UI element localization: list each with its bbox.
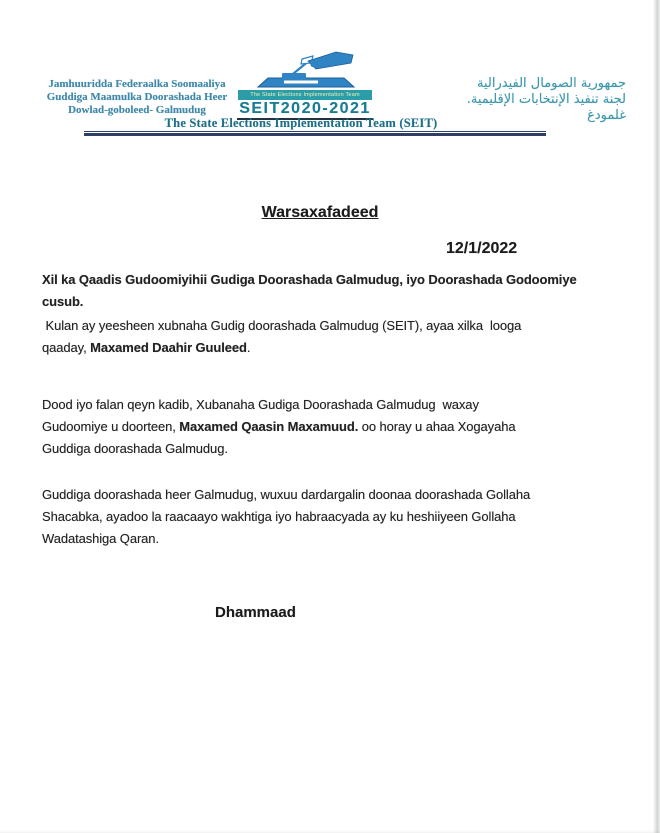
p3-line1: Dood iyo falan qeyn kadib, Xubanaha Gudiga Doorashada Galmudug waxay — [42, 397, 479, 412]
p1-line1: Xil ka Qaadis Gudoomiyihii Gudiga Doorashada Galmudug, iyo Doorashada Godoomiye — [42, 272, 577, 287]
arabic-line-1: جمهورية الصومال الفيدرالية — [477, 76, 626, 91]
p3-line2-pre: Gudoomiye u doorteen, — [42, 419, 180, 434]
p2-line2-post: . — [246, 340, 251, 355]
p4-line1: Guddiga doorashada heer Galmudug, wuxuu dardargalin doonaa doorashada Gollaha — [42, 487, 531, 502]
p4-line3: Wadatashiga Qaran. — [42, 531, 159, 546]
ballot-box-icon — [250, 50, 360, 90]
document-date: 12/1/2022 — [446, 240, 518, 257]
paragraph-2 — [42, 315, 617, 359]
closing-word: Dhammaad — [215, 604, 296, 621]
paragraph-1 — [42, 269, 617, 313]
org-line-2: Guddiga Maamulka Doorashada Heer — [46, 91, 228, 103]
seit-logo — [236, 50, 374, 120]
org-line-3: Dowlad-goboleed- Galmudug — [68, 104, 206, 116]
letterhead-rule — [84, 131, 546, 136]
p2-line2-pre: qaaday, — [42, 340, 91, 355]
p1-line2: cusub. — [42, 294, 84, 309]
letterhead-tagline: The State Elections Implementation Team (SEIT) — [164, 116, 438, 130]
p4-line2: Shacabka, ayadoo la raacaayo wakhtiga iyo habraacyada ay ku heshiiyeen Gollaha — [42, 509, 516, 524]
paragraph-3 — [42, 394, 617, 460]
p3-line2-post: oo horay u ahaa Xogayaha — [358, 419, 516, 434]
p2-line1: Kulan ay yeesheen xubnaha Gudig doorashada Galmudug (SEIT), ayaa xilka looga — [42, 318, 522, 333]
document-title: Warsaxafadeed — [261, 204, 379, 221]
logo-seit-text: SEIT2020-2021 — [237, 100, 373, 120]
paragraph-4 — [42, 484, 617, 550]
arabic-line-2: لجنة تنفيذ الإنتخابات الإقليمية. غلمودغ — [466, 92, 626, 123]
scan-edge-shadow-right — [653, 0, 660, 833]
p3-name-bold: Maxamed Qaasin Maxamuud. — [179, 419, 359, 434]
letterhead-org — [38, 78, 236, 117]
p2-name-bold: Maxamed Daahir Guuleed — [90, 340, 247, 355]
org-line-1: Jamhuuridda Federaalka Soomaaliya — [48, 78, 226, 90]
p3-line3: Guddiga doorashada Galmudug. — [42, 441, 228, 456]
logo-banner-text: The State Elections Implementation Team — [238, 90, 372, 100]
